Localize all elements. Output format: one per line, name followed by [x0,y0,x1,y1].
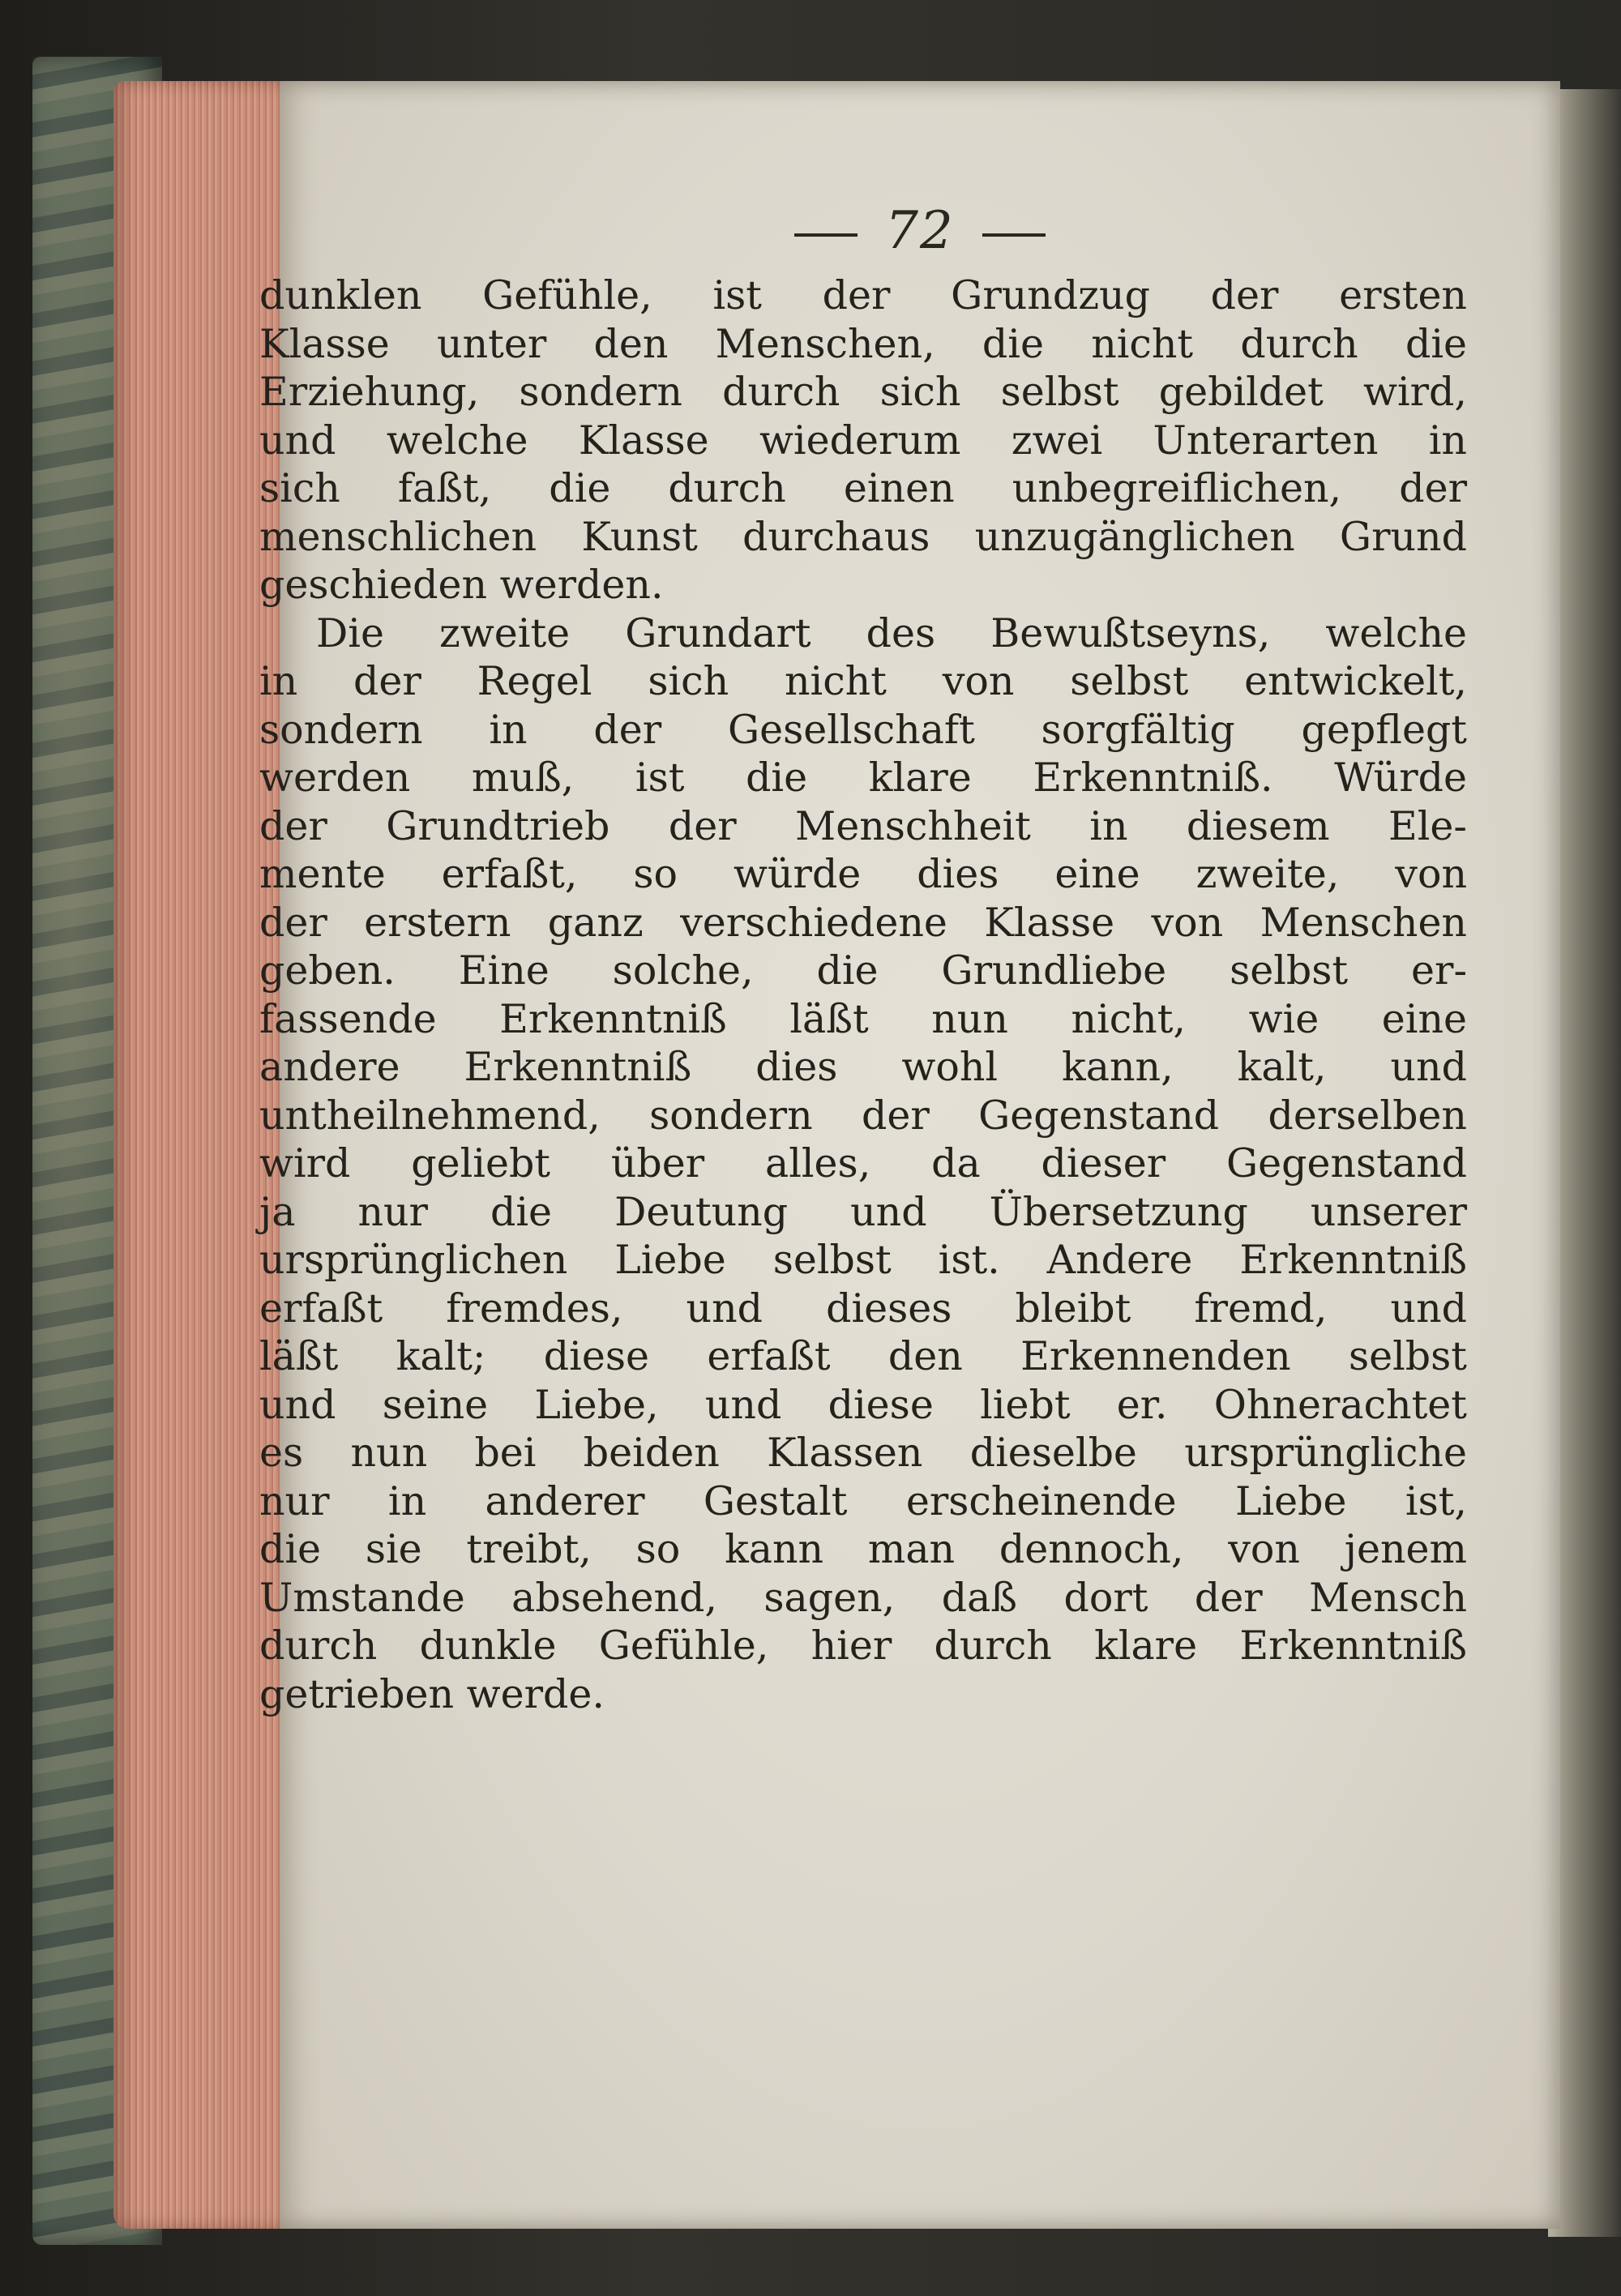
text-line: in der Regel sich nicht von selbst entwickelt, [259,658,1467,704]
page-header [280,201,1560,261]
text-line: untheilnehmend, sondern der Gegenstand derselben [259,1092,1467,1139]
text-line: werden muß, ist die klare Erkenntniß. Würde [259,755,1467,801]
text-line: durch dunkle Gefühle, hier durch klare Erkenntniß [259,1623,1467,1669]
text-line: Klasse unter den Menschen, die nicht durch die [259,320,1467,367]
text-line: geben. Eine solche, die Grundliebe selbst er- [259,947,1467,994]
text-line: getrieben werde. [259,1670,605,1717]
text-line: läßt kalt; diese erfaßt den Erkennenden selbst [259,1333,1467,1379]
text-line: wird geliebt über alles, da dieser Gegenstand [259,1140,1467,1186]
text-line: und seine Liebe, und diese liebt er. Ohnerachtet [259,1381,1467,1428]
text-line: Die zweite Grundart des Bewußtseyns, welche [316,609,1467,656]
text-line: sondern in der Gesellschaft sorgfältig gepflegt [259,706,1467,753]
text-line: Umstande absehend, sagen, daß dort der Mensch [259,1574,1467,1621]
text-line: fassende Erkenntniß läßt nun nicht, wie eine [259,995,1467,1042]
text-line: mente erfaßt, so würde dies eine zweite, von [259,851,1467,897]
text-line: geschieden werden. [259,562,664,608]
text-line: Erziehung, sondern durch sich selbst gebildet wird, [259,369,1467,415]
page-number: 72 [885,201,955,261]
text-line: und welche Klasse wiederum zwei Unterarten in [259,417,1467,464]
text-line: andere Erkenntniß dies wohl kann, kalt, und [259,1044,1467,1090]
text-line: der erstern ganz verschiedene Klasse von Menschen [259,899,1467,946]
text-line: es nun bei beiden Klassen dieselbe ursprüngliche [259,1430,1467,1476]
text-line: dunklen Gefühle, ist der Grundzug der ersten [259,272,1467,319]
text-line: menschlichen Kunst durchaus unzugänglichen Grund [259,513,1467,560]
header-dash-left [794,233,858,237]
header-dash-right [982,233,1046,237]
text-line: nur in anderer Gestalt erscheinende Liebe ist, [259,1477,1467,1524]
text-line: der Grundtrieb der Menschheit in diesem Ele- [259,802,1467,849]
text-line: ursprünglichen Liebe selbst ist. Andere Erkenntniß [259,1237,1467,1283]
text-line: sich faßt, die durch einen unbegreiflichen, der [259,465,1467,511]
paragraph [259,272,1467,609]
text-line: erfaßt fremdes, und dieses bleibt fremd, und [259,1285,1467,1332]
body-text [259,272,1467,1718]
paragraph [259,609,1467,1719]
text-line: die sie treibt, so kann man dennoch, von jenem [259,1526,1467,1572]
text-line: ja nur die Deutung und Übersetzung unserer [259,1188,1467,1235]
